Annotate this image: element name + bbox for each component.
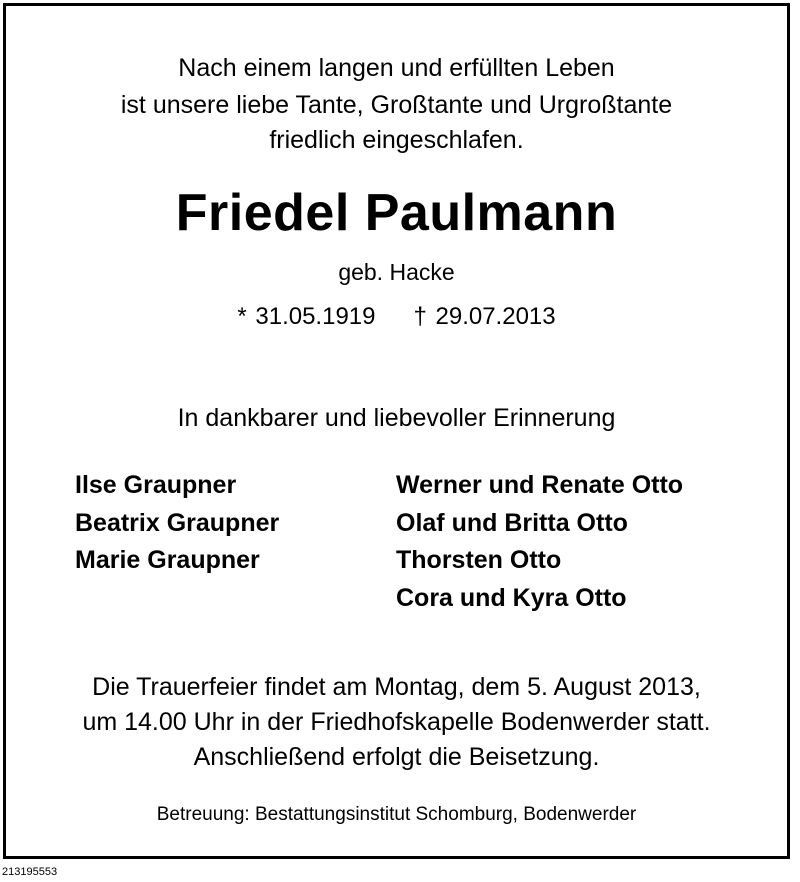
relative-name: Olaf und Britta Otto [396, 508, 628, 537]
reference-number: 213195553 [2, 866, 58, 878]
funeral-home-credit: Betreuung: Bestattungsinstitut Schomburg, Bodenwerder [156, 804, 637, 825]
birth-date: * 31.05.1919 [237, 303, 376, 330]
relative-name: Cora und Kyra Otto [396, 583, 627, 612]
relative-name: Ilse Graupner [75, 471, 237, 499]
memory-line: In dankbarer und liebevoller Erinnerung [177, 404, 616, 432]
service-line-3: Anschließend erfolgt die Beisetzung. [193, 743, 600, 771]
relative-name: Marie Graupner [75, 546, 260, 574]
deceased-name: Friedel Paulmann [175, 184, 618, 242]
relative-name: Beatrix Graupner [75, 508, 280, 537]
intro-line-3: friedlich eingeschlafen. [269, 126, 524, 154]
relatives-left [75, 467, 279, 580]
intro-line-1: Nach einem langen und erfüllten Leben [178, 54, 615, 82]
relative-name: Thorsten Otto [396, 546, 562, 574]
intro-line-2: ist unsere liebe Tante, Großtante und Urgroßtante [120, 91, 673, 119]
life-dates [6, 303, 787, 331]
obituary-notice [3, 3, 790, 859]
service-line-1: Die Trauerfeier findet am Montag, dem 5. August 2013, [92, 673, 701, 701]
service-line-2: um 14.00 Uhr in der Friedhofskapelle Bodenwerder statt. [82, 708, 711, 736]
maiden-name: geb. Hacke [338, 259, 455, 285]
relatives-right [396, 467, 683, 617]
death-date: † 29.07.2013 [413, 303, 556, 330]
relative-name: Werner und Renate Otto [396, 471, 684, 499]
